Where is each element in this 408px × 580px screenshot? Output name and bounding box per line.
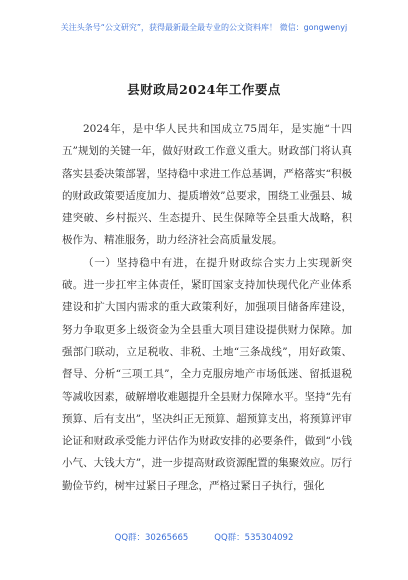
document-title: 县财政局2024年工作要点	[127, 82, 281, 97]
qq-group-1-text: QQ群：30265665	[114, 533, 189, 543]
promo-header-text: 关注头条号“公文研究”，获得最新最全最专业的公文资料库！ 微信：gongwenyj	[60, 23, 348, 32]
qq-group-2-text: QQ群：535304092	[214, 533, 294, 543]
intro-paragraph: 2024年，是中华人民共和国成立75周年，是实施“十四五”规划的关键一年，做好财政工作意义重大。财政部门将认真落实县委决策部署，坚持稳中求进工作总基调，严格落实“积极的财政政策要适度加力、提质增效”总要求，围绕工业强县、城建突破、乡村振兴、生态提升、民生保障等全县重大战略，积极作为、精准服务，助力经济社会高质量发展。	[62, 123, 352, 247]
section-1-paragraph: （一）坚持稳中有进，在提升财政综合实力上实现新突破。进一步扛牢主体责任，紧盯国家支持加快现代化产业体系建设和扩大国内需求的重大政策利好，加强项目储备库建设，努力争取更多上级资金为全县重大项目建设提供财力保障。加强部门联动，立足税收、非税、土地“三条战线”，用好政策、督导、分析“三项工具”，全力克服房地产市场低迷、留抵退税等减收因素，破解增收难题提升全县财力保障水平。坚持“先有预算、后有支出”，坚决纠正无预算、超预算支出，将预算评审论证和财政承受能力评估作为财政安排的必要条件，做到“小钱小气、大钱大方”，进一步提高财政资源配置的集聚效应。厉行勤俭节约，树牢过紧日子理念，严格过紧日子执行，强化	[62, 256, 352, 492]
document-body	[62, 118, 352, 497]
footer-contact	[0, 531, 408, 543]
